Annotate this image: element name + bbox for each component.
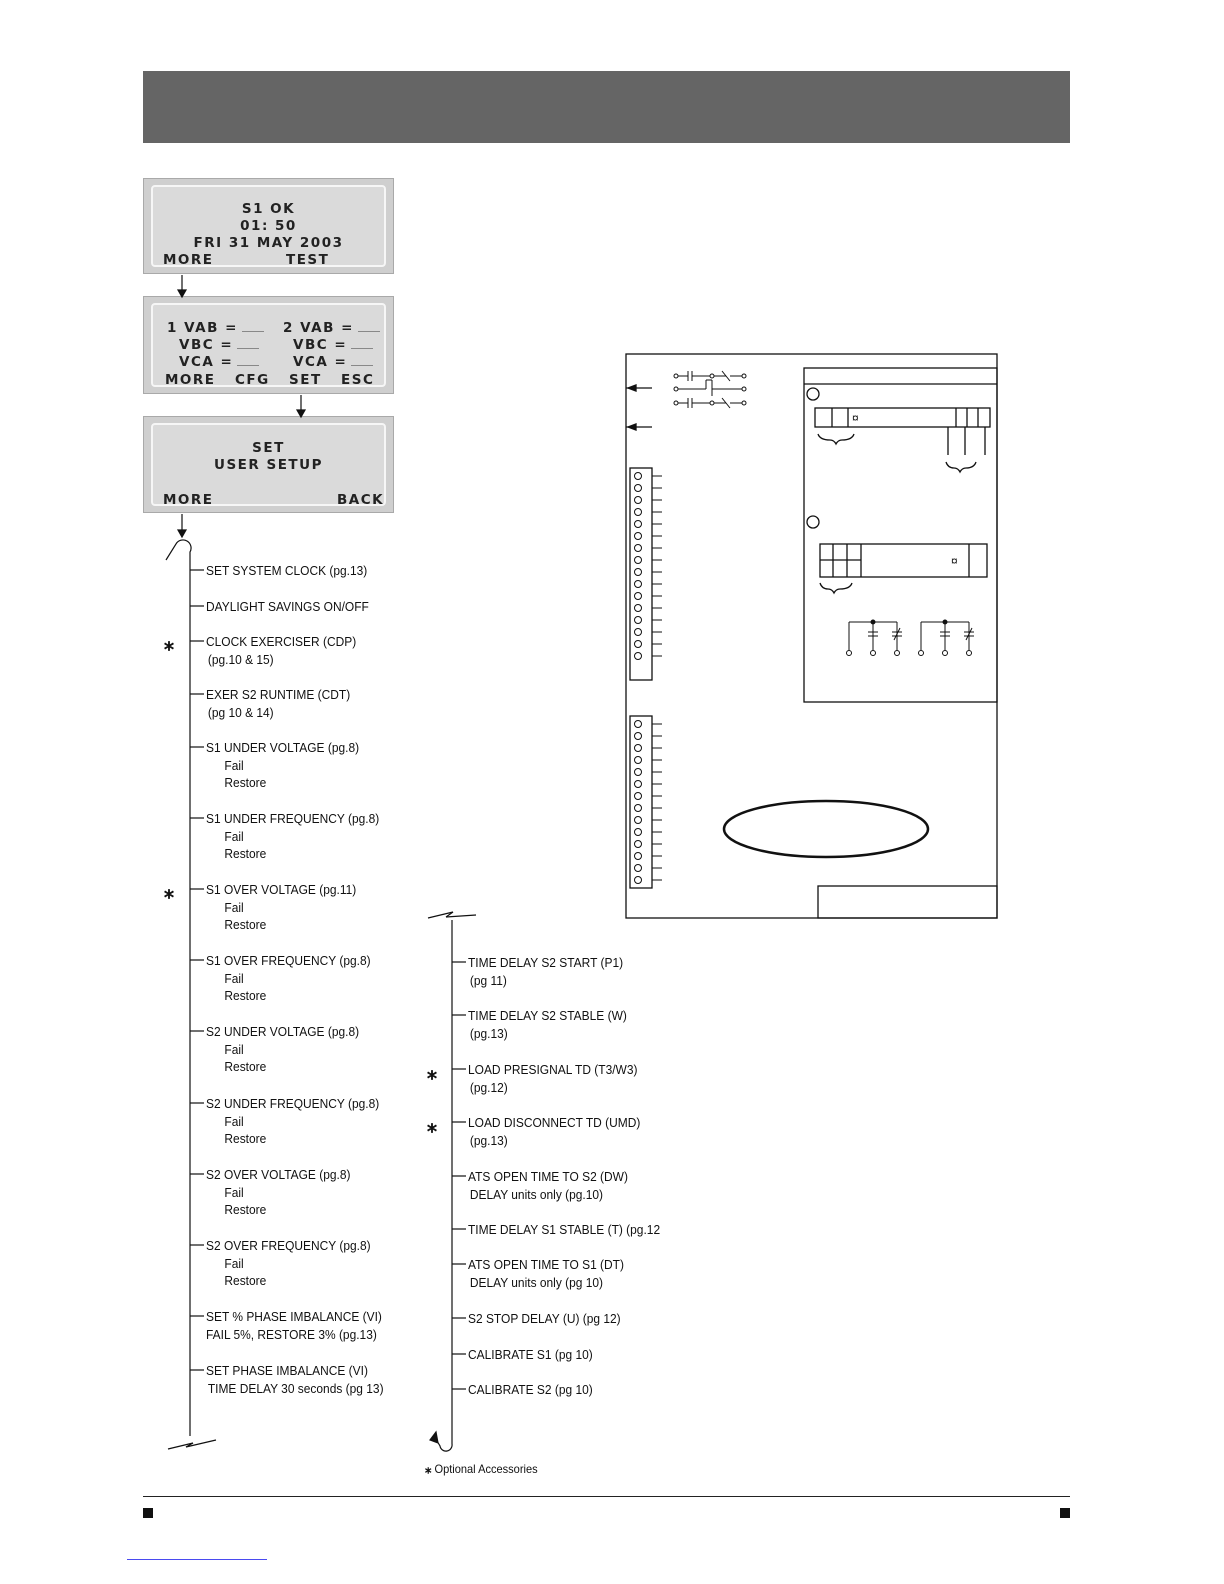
menu-item-calibrate-s1[interactable]: CALIBRATE S1 (pg 10) xyxy=(468,1347,593,1362)
status-line: S1 OK xyxy=(241,201,296,217)
s2-vbc-label: VBC = xyxy=(293,337,348,353)
time-line: 01: 50 xyxy=(240,218,297,234)
optional-star-icon: ⁎ xyxy=(164,633,174,655)
menu-item-ats-open-s2[interactable]: ATS OPEN TIME TO S2 (DW) DELAY units only (pg.10) xyxy=(468,1169,628,1202)
menu-item-load-presignal[interactable]: LOAD PRESIGNAL TD (T3/W3) (pg.12) xyxy=(468,1062,638,1095)
s1-vab-label: 1 VAB = xyxy=(167,320,238,336)
menu-item-td-s2-start[interactable]: TIME DELAY S2 START (P1) (pg 11) xyxy=(468,955,624,988)
optional-star-icon: ⁎ xyxy=(427,1062,437,1084)
optional-star-icon: ⁎ xyxy=(425,1460,432,1476)
menu-item-td-s1-stable[interactable]: TIME DELAY S1 STABLE (T) (pg.12 xyxy=(468,1222,661,1237)
menu-item-s2-stop-delay[interactable]: S2 STOP DELAY (U) (pg 12) xyxy=(468,1311,621,1326)
optional-accessories-legend: ⁎ Optional Accessories xyxy=(425,1460,538,1476)
s2-vab-label: 2 VAB = xyxy=(283,320,354,336)
menu-item-phase-imbalance-percent[interactable]: SET % PHASE IMBALANCE (VI) FAIL 5%, RESTORE 3% (pg.13) xyxy=(206,1309,382,1342)
controller-panel-diagram xyxy=(626,354,997,918)
menu-item-s1-over-voltage[interactable]: S1 OVER VOLTAGE (pg.11) Fail Restore xyxy=(206,882,357,932)
s1-vca-label: VCA = xyxy=(179,354,234,370)
more-key[interactable]: MORE xyxy=(163,492,214,508)
svg-text:¤: ¤ xyxy=(951,554,958,568)
date-line: FRI 31 MAY 2003 xyxy=(193,235,344,251)
footer-square-left xyxy=(143,1508,153,1518)
menu-item-ats-open-s1[interactable]: ATS OPEN TIME TO S1 (DT) DELAY units only (pg 10) xyxy=(468,1257,624,1290)
menu-item-s1-under-frequency[interactable]: S1 UNDER FREQUENCY (pg.8) Fail Restore xyxy=(206,811,380,861)
optional-star-icon: ⁎ xyxy=(427,1115,437,1137)
footer-rule xyxy=(143,1496,1070,1497)
svg-text:¤: ¤ xyxy=(852,411,859,425)
menu-item-clock-exerciser[interactable]: CLOCK EXERCISER (CDP) (pg.10 & 15) xyxy=(206,634,357,667)
user-setup-title: USER SETUP xyxy=(213,457,323,473)
menu-item-daylight-savings[interactable]: DAYLIGHT SAVINGS ON/OFF xyxy=(206,599,369,614)
esc-key[interactable]: ESC xyxy=(341,372,375,388)
menu-item-set-system-clock[interactable]: SET SYSTEM CLOCK (pg.13) xyxy=(206,563,368,578)
set-title: SET xyxy=(252,440,285,456)
menu-item-s2-under-frequency[interactable]: S2 UNDER FREQUENCY (pg.8) Fail Restore xyxy=(206,1096,380,1146)
footer-square-right xyxy=(1060,1508,1070,1518)
menu-item-exer-s2-runtime[interactable]: EXER S2 RUNTIME (CDT) (pg 10 & 14) xyxy=(206,687,351,720)
cfg-key[interactable]: CFG xyxy=(235,372,270,388)
s1-vbc-label: VBC = xyxy=(179,337,234,353)
menu-item-s2-over-voltage[interactable]: S2 OVER VOLTAGE (pg.8) Fail Restore xyxy=(206,1167,351,1217)
back-key[interactable]: BACK xyxy=(337,492,385,508)
menu-item-load-disconnect[interactable]: LOAD DISCONNECT TD (UMD) (pg.13) xyxy=(468,1115,641,1148)
more-key[interactable]: MORE xyxy=(163,252,214,268)
menu-item-td-s2-stable[interactable]: TIME DELAY S2 STABLE (W) (pg.13) xyxy=(468,1008,627,1041)
test-key[interactable]: TEST xyxy=(286,252,330,268)
optional-star-icon: ⁎ xyxy=(164,881,174,903)
menu-item-s1-over-frequency[interactable]: S1 OVER FREQUENCY (pg.8) Fail Restore xyxy=(206,953,371,1003)
menu-item-calibrate-s2[interactable]: CALIBRATE S2 (pg 10) xyxy=(468,1382,593,1397)
menu-item-phase-imbalance-delay[interactable]: SET PHASE IMBALANCE (VI) TIME DELAY 30 seconds (pg 13) xyxy=(206,1363,384,1396)
menu-item-s2-under-voltage[interactable]: S2 UNDER VOLTAGE (pg.8) Fail Restore xyxy=(206,1024,360,1074)
menu-item-s1-under-voltage[interactable]: S1 UNDER VOLTAGE (pg.8) Fail Restore xyxy=(206,740,360,790)
s2-vca-label: VCA = xyxy=(293,354,348,370)
set-key[interactable]: SET xyxy=(289,372,322,388)
menu-item-s2-over-frequency[interactable]: S2 OVER FREQUENCY (pg.8) Fail Restore xyxy=(206,1238,371,1288)
link-underline xyxy=(127,1559,267,1560)
more-key[interactable]: MORE xyxy=(165,372,216,388)
